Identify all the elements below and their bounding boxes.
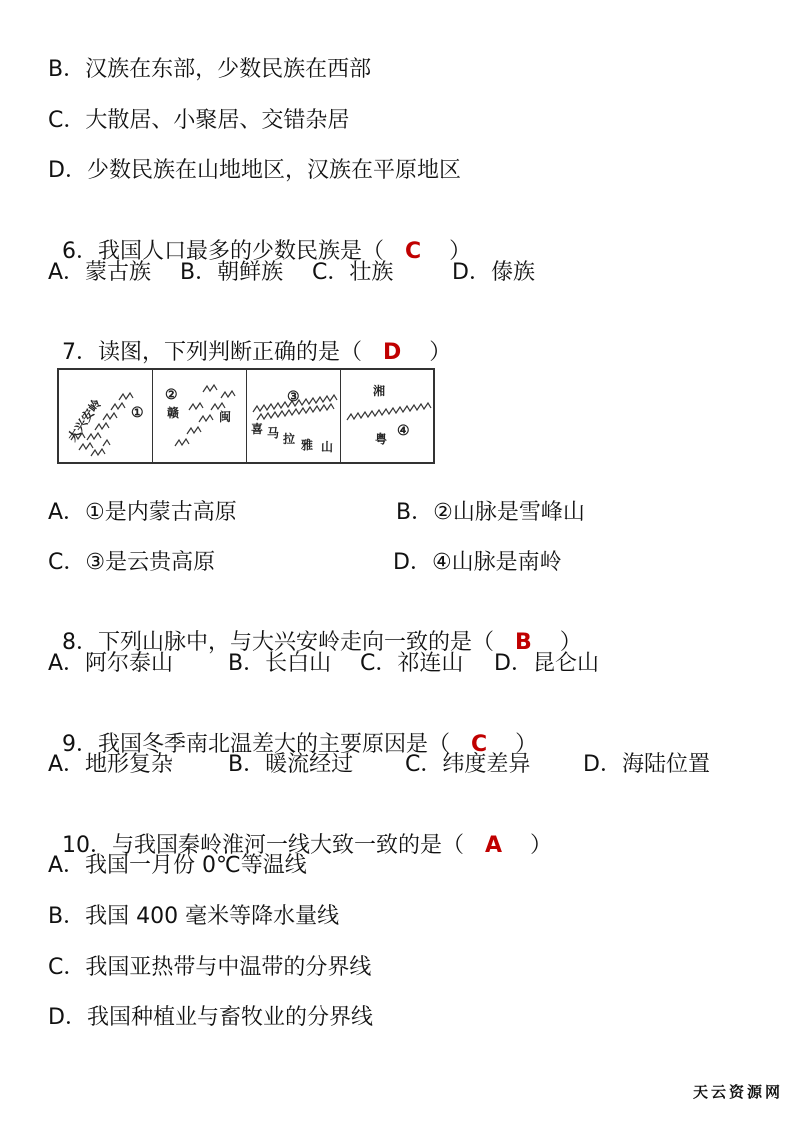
panel-4-mountain-icon bbox=[341, 370, 433, 462]
figure-panel-4 bbox=[341, 370, 433, 462]
q9-stem: 9．我国冬季南北温差大的主要原因是（ bbox=[62, 732, 450, 757]
q10-stem: 10．与我国秦岭淮河一线大致一致的是（ bbox=[62, 833, 464, 858]
q6-stem: 6．我国人口最多的少数民族是（ bbox=[62, 239, 384, 264]
q10-option-c: C．我国亚热带与中温带的分界线 bbox=[48, 955, 372, 980]
q8-option-a: A．阿尔泰山 bbox=[48, 651, 174, 676]
panel-4-bottom-label: 粤 bbox=[375, 432, 388, 446]
q8-option-c: C．祁连山 bbox=[360, 651, 464, 676]
q7-close: ） bbox=[429, 340, 452, 365]
q7-option-d: D．④山脉是南岭 bbox=[393, 550, 562, 575]
q6-option-b: B．朝鲜族 bbox=[180, 260, 284, 285]
q5-option-d: D．少数民族在山地地区，汉族在平原地区 bbox=[48, 158, 461, 183]
q8-stem: 8．下列山脉中，与大兴安岭走向一致的是（ bbox=[62, 630, 494, 655]
mountain-figure bbox=[57, 368, 435, 464]
panel-3-number: ③ bbox=[287, 389, 300, 405]
panel-2-right-label: 闽 bbox=[219, 410, 232, 424]
q9-option-a: A．地形复杂 bbox=[48, 752, 174, 777]
q6-option-c: C．壮族 bbox=[312, 260, 394, 285]
panel-4-top-label: 湘 bbox=[373, 384, 386, 398]
panel-2-left-label: 赣 bbox=[167, 406, 180, 420]
q9-option-d: D．海陆位置 bbox=[583, 752, 710, 777]
figure-panel-2 bbox=[153, 370, 247, 462]
q6-option-d: D．傣族 bbox=[452, 260, 535, 285]
q8-close: ） bbox=[559, 630, 582, 655]
q7-stem-line bbox=[48, 308, 451, 368]
panel-3-label-3: 拉 bbox=[283, 432, 296, 446]
q10-answer: A bbox=[484, 833, 503, 858]
q6-close: ） bbox=[449, 239, 472, 264]
panel-2-number: ② bbox=[165, 387, 178, 403]
q6-option-a: A．蒙古族 bbox=[48, 260, 152, 285]
panel-3-label-2: 马 bbox=[267, 426, 280, 440]
q7-option-b: B．②山脉是雪峰山 bbox=[396, 500, 585, 525]
q10-close: ） bbox=[530, 833, 553, 858]
q7-option-a: A．①是内蒙古高原 bbox=[48, 500, 237, 525]
q9-option-b: B．暖流经过 bbox=[228, 752, 354, 777]
q6-answer: C bbox=[404, 239, 422, 264]
figure-panel-1 bbox=[59, 370, 153, 462]
panel-3-label-5: 山 bbox=[321, 440, 334, 454]
q9-answer: C bbox=[470, 732, 488, 757]
panel-4-number: ④ bbox=[397, 423, 410, 439]
q9-close: ） bbox=[515, 732, 538, 757]
panel-3-label-4: 雅 bbox=[301, 438, 314, 452]
q10-option-b: B．我国 400 毫米等降水量线 bbox=[48, 904, 340, 929]
panel-1-number: ① bbox=[131, 405, 144, 421]
watermark: 天云资源网 bbox=[692, 1083, 783, 1101]
panel-1-label: 大兴安岭 bbox=[65, 396, 105, 445]
q8-option-d: D．昆仑山 bbox=[494, 651, 599, 676]
q10-option-a: A．我国一月份 0℃等温线 bbox=[48, 853, 307, 878]
panel-3-label-1: 喜 bbox=[251, 422, 264, 436]
q5-option-b: B．汉族在东部，少数民族在西部 bbox=[48, 57, 372, 82]
q9-option-c: C．纬度差异 bbox=[405, 752, 531, 777]
q7-stem: 7．读图，下列判断正确的是（ bbox=[62, 340, 362, 365]
q8-answer: B bbox=[514, 630, 532, 655]
q5-option-c: C．大散居、小聚居、交错杂居 bbox=[48, 108, 350, 133]
q7-option-c: C．③是云贵高原 bbox=[48, 550, 216, 575]
q7-answer: D bbox=[382, 340, 402, 365]
q10-option-d: D．我国种植业与畜牧业的分界线 bbox=[48, 1005, 373, 1030]
figure-panel-3 bbox=[247, 370, 341, 462]
q8-option-b: B．长白山 bbox=[228, 651, 332, 676]
